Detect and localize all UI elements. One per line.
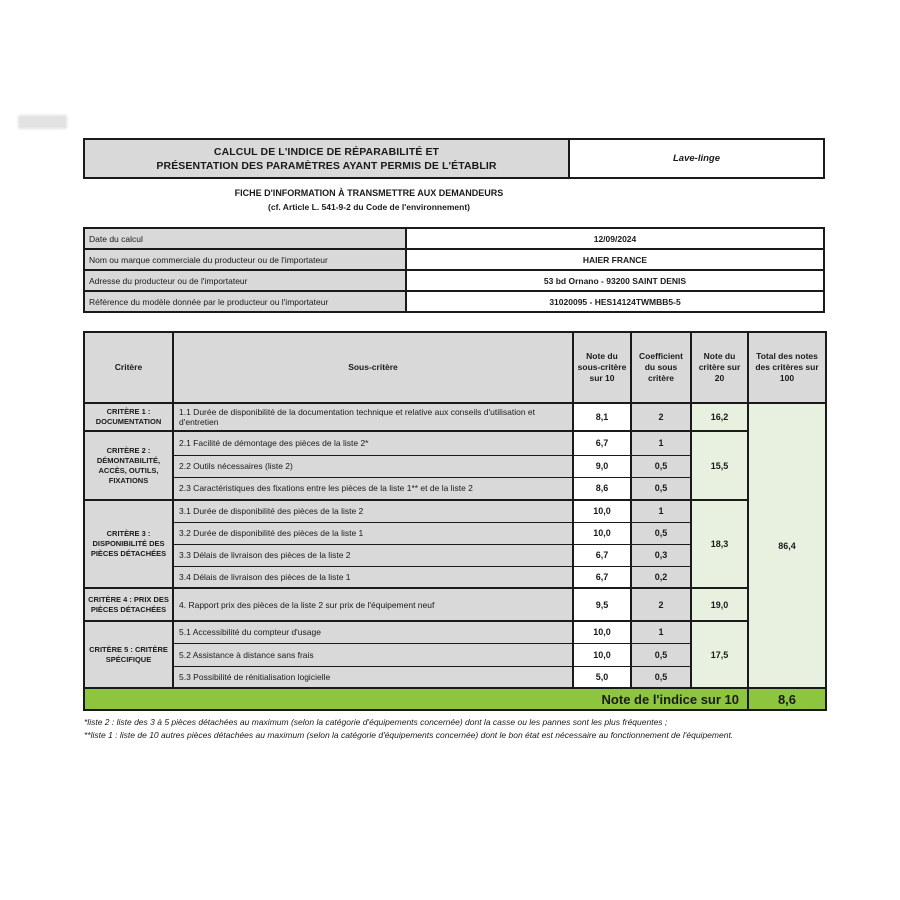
col-header-coefficient: Coefficient du sous critère — [631, 332, 691, 403]
product-type-cell — [570, 140, 823, 177]
subcriterion-5-2-coefficient: 0,5 — [631, 643, 691, 666]
document-title-line1: CALCUL DE L'INDICE DE RÉPARABILITÉ ET — [213, 145, 440, 158]
subcriterion-3-1-note: 10,0 — [573, 500, 631, 522]
info-value: 12/09/2024 — [406, 228, 824, 249]
subcriterion-2-2-coefficient: 0,5 — [631, 455, 691, 477]
info-row-date — [84, 228, 824, 249]
info-value: 53 bd Ornano - 93200 SAINT DENIS — [406, 270, 824, 291]
subcriterion-5-3-coefficient: 0,5 — [631, 666, 691, 688]
info-value: 31020095 - HES14124TWMBB5-5 — [406, 291, 824, 312]
subcriterion-1-1-coefficient: 2 — [631, 403, 691, 431]
col-header-total: Total des notes des critères sur 100 — [748, 332, 826, 403]
total-notes-sur-100: 86,4 — [748, 403, 826, 688]
subcriterion-5-1: 5.1 Accessibilité du compteur d'usage — [173, 621, 573, 643]
info-row-address — [84, 270, 824, 291]
col-header-sous-critere: Sous-critère — [173, 332, 573, 403]
subcriterion-4-note: 9,5 — [573, 588, 631, 621]
criterion-1-label: CRITÈRE 1 : DOCUMENTATION — [84, 403, 173, 431]
criterion-4-label: CRITÈRE 4 : PRIX DES PIÈCES DÉTACHÉES — [84, 588, 173, 621]
subcriterion-2-1-note: 6,7 — [573, 431, 631, 455]
document-subtitle — [83, 188, 655, 212]
scan-artifact — [18, 115, 67, 129]
criteria-table — [83, 331, 827, 711]
subcriterion-2-3: 2.3 Caractéristiques des fixations entre les pièces de la liste 1** et de la liste 2 — [173, 477, 573, 500]
subcriterion-4-coefficient: 2 — [631, 588, 691, 621]
subcriterion-3-4-note: 6,7 — [573, 566, 631, 588]
subcriterion-3-2-note: 10,0 — [573, 522, 631, 544]
subcriterion-5-2-note: 10,0 — [573, 643, 631, 666]
document-title-line2: PRÉSENTATION DES PARAMÈTRES AYANT PERMIS DE L'ÉTABLIR — [156, 159, 497, 172]
subcriterion-3-1-coefficient: 1 — [631, 500, 691, 522]
index-score-value: 8,6 — [748, 688, 826, 710]
subcriterion-2-1-coefficient: 1 — [631, 431, 691, 455]
criterion-2-note-sur-20: 15,5 — [691, 431, 748, 500]
index-score-label: Note de l'indice sur 10 — [84, 688, 748, 710]
table-row — [84, 500, 826, 522]
criterion-5-label: CRITÈRE 5 : CRITÈRE SPÉCIFIQUE — [84, 621, 173, 688]
subcriterion-3-2: 3.2 Durée de disponibilité des pièces de la liste 1 — [173, 522, 573, 544]
info-value: HAIER FRANCE — [406, 249, 824, 270]
subcriterion-5-1-note: 10,0 — [573, 621, 631, 643]
subcriterion-2-3-coefficient: 0,5 — [631, 477, 691, 500]
subcriterion-3-1: 3.1 Durée de disponibilité des pièces de la liste 2 — [173, 500, 573, 522]
criterion-3-label: CRITÈRE 3 : DISPONIBILITÉ DES PIÈCES DÉTACHÉES — [84, 500, 173, 588]
info-label: Adresse du producteur ou de l'importateur — [84, 270, 406, 291]
document-header — [83, 138, 825, 179]
producer-info-table — [83, 227, 825, 313]
criterion-4-note-sur-20: 19,0 — [691, 588, 748, 621]
subcriterion-3-3-note: 6,7 — [573, 544, 631, 566]
footnotes — [84, 716, 804, 742]
subcriterion-5-1-coefficient: 1 — [631, 621, 691, 643]
col-header-note-critere: Note du critère sur 20 — [691, 332, 748, 403]
table-row — [84, 431, 826, 455]
subcriterion-2-2: 2.2 Outils nécessaires (liste 2) — [173, 455, 573, 477]
index-score-row — [84, 688, 826, 710]
subcriterion-2-3-note: 8,6 — [573, 477, 631, 500]
subcriterion-1-1-note: 8,1 — [573, 403, 631, 431]
subtitle-line2: (cf. Article L. 541-9-2 du Code de l'environnement) — [268, 202, 470, 212]
criteria-table-header-row — [84, 332, 826, 403]
document-title — [85, 140, 570, 177]
criterion-1-note-sur-20: 16,2 — [691, 403, 748, 431]
subcriterion-3-3-coefficient: 0,3 — [631, 544, 691, 566]
subcriterion-2-1: 2.1 Facilité de démontage des pièces de la liste 2* — [173, 431, 573, 455]
subcriterion-2-2-note: 9,0 — [573, 455, 631, 477]
info-row-model-reference — [84, 291, 824, 312]
subcriterion-3-3: 3.3 Délais de livraison des pièces de la liste 2 — [173, 544, 573, 566]
table-row — [84, 403, 826, 431]
footnote-liste-1: **liste 1 : liste de 10 autres pièces détachées au maximum (selon la catégorie d'équipements concernée) dont le bon état est nécessaire au fonctionnement de l'équipement. — [84, 730, 734, 740]
footnote-liste-2: *liste 2 : liste des 3 à 5 pièces détachées au maximum (selon la catégorie d'équipements concernée) dont la casse ou les pannes sont les plus fréquentes ; — [84, 717, 668, 727]
criterion-3-note-sur-20: 18,3 — [691, 500, 748, 588]
subcriterion-3-4-coefficient: 0,2 — [631, 566, 691, 588]
subcriterion-5-3-note: 5,0 — [573, 666, 631, 688]
product-type-label: Lave-linge — [673, 153, 720, 164]
subcriterion-5-2: 5.2 Assistance à distance sans frais — [173, 643, 573, 666]
subcriterion-1-1: 1.1 Durée de disponibilité de la documentation technique et relative aux conseils d'utilisation et d'entretien — [173, 403, 573, 431]
info-row-brand — [84, 249, 824, 270]
subcriterion-4: 4. Rapport prix des pièces de la liste 2 sur prix de l'équipement neuf — [173, 588, 573, 621]
subtitle-line1: FICHE D'INFORMATION À TRANSMETTRE AUX DEMANDEURS — [234, 188, 504, 198]
table-row — [84, 621, 826, 643]
table-row — [84, 588, 826, 621]
subcriterion-5-3: 5.3 Possibilité de rénitialisation logicielle — [173, 666, 573, 688]
info-label: Nom ou marque commerciale du producteur ou de l'importateur — [84, 249, 406, 270]
subcriterion-3-4: 3.4 Délais de livraison des pièces de la liste 1 — [173, 566, 573, 588]
col-header-note-sous-critere: Note du sous-critère sur 10 — [573, 332, 631, 403]
info-label: Date du calcul — [84, 228, 406, 249]
col-header-critere: Critère — [84, 332, 173, 403]
info-label: Référence du modèle donnée par le producteur ou l'importateur — [84, 291, 406, 312]
criterion-5-note-sur-20: 17,5 — [691, 621, 748, 688]
subcriterion-3-2-coefficient: 0,5 — [631, 522, 691, 544]
criterion-2-label: CRITÈRE 2 : DÉMONTABILITÉ, ACCÈS, OUTILS, FIXATIONS — [84, 431, 173, 500]
